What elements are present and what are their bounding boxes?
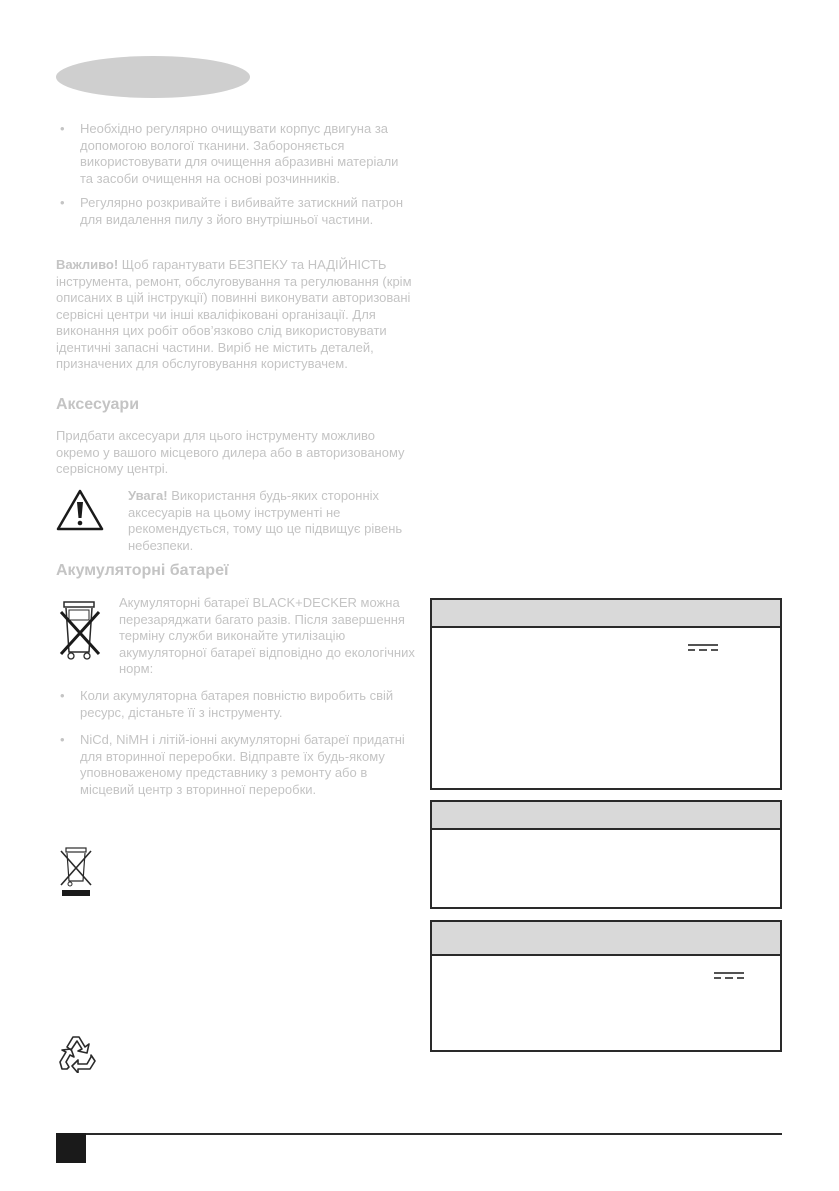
important-text: Щоб гарантувати БЕЗПЕКУ та НАДІЙНІСТЬ інструмента, ремонт, обслуговування та регулювання (крім описаних в цій інструкції) повинні виконувати авторизовані сервісні центри чи інші кваліфіковані організації. Для виконання цих робіт обов’язково слід використовувати ідентичні запасні частини. Виріб не містить деталей, призначених для обслуговування користувачем.: [56, 257, 412, 371]
batteries-bullet-2: • NiCd, NiMH і літій-іонні акумуляторні батареї придатні для вторинної переробки. Відправте їх будь-якому уповноваженому представнику з ремонту або в місцевий центр з вторинної переробки.: [80, 732, 415, 798]
spec-table-2: [430, 800, 782, 909]
accessories-text: Придбати аксесуари для цього інструменту можливо окремо у вашого місцевого дилера або в авторизованому сервісному центрі.: [56, 428, 405, 476]
section-header-pill: [56, 56, 250, 98]
batteries-text: Акумуляторні батареї BLACK+DECKER можна перезаряджати багато разів. Після завершення терміну служби виконайте утилізацію акумуляторної батареї відповідно до екологічних норм:: [119, 595, 415, 676]
spec-table-2-header: [432, 802, 780, 830]
spec-table-3: [430, 920, 782, 1052]
footer-rule: [56, 1133, 782, 1135]
maintenance-bullet-2: • Регулярно розкривайте і вибивайте затискний патрон для видалення пилу з його внутрішньої частини.: [80, 195, 415, 228]
crossed-bin-icon: [55, 598, 105, 662]
warning-triangle-icon: [55, 488, 105, 532]
important-paragraph: [56, 257, 416, 373]
batteries-bullet-1: • Коли акумуляторна батарея повністю виробить свій ресурс, дістаньте її з інструменту.: [80, 688, 415, 721]
dc-symbol-icon: [688, 644, 718, 652]
spec-table-1: [430, 598, 782, 790]
warning-text: Використання будь-яких сторонніх аксесуарів на цьому інструменті не рекомендується, тому що це підвищує рівень небезпеки.: [128, 488, 403, 553]
page-number-block: [56, 1133, 86, 1163]
recycle-icon: [58, 1033, 100, 1073]
warning-label: Увага!: [128, 488, 168, 503]
maintenance-bullet-1: • Необхідно регулярно очищувати корпус двигуна за допомогою вологої тканини. Забороняється використовувати для очищення абразивні матеріали та засоби очищення на основі розчинників.: [80, 121, 415, 187]
accessories-heading: Аксесуари: [56, 396, 140, 413]
important-label: Важливо!: [56, 257, 119, 272]
spec-table-1-header: [432, 600, 780, 628]
accessories-warning: [128, 488, 418, 554]
spec-table-3-header: [432, 922, 780, 956]
batteries-heading: Акумуляторні батареї: [56, 562, 229, 579]
weee-bin-icon: [57, 845, 95, 899]
dc-symbol-icon: [714, 972, 744, 980]
